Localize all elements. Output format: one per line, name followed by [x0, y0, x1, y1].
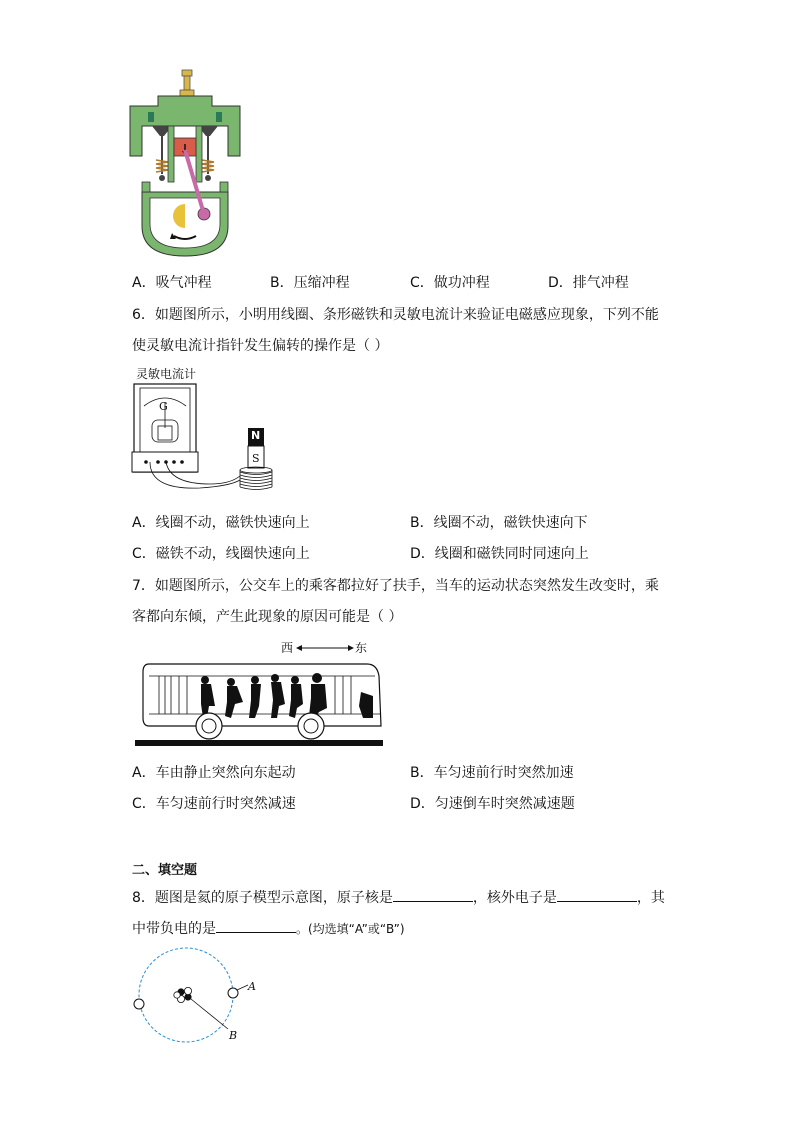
q7-option-d: D．匀速倒车时突然减速题 [410, 796, 575, 812]
direction-arrow-icon [296, 642, 354, 654]
q8-question-line-2 [132, 918, 405, 939]
q5-option-d: D．排气冲程 [548, 275, 629, 291]
direction-east-label: 东 [355, 641, 368, 655]
q7-option-c: C．车匀速前行时突然减速 [132, 796, 296, 812]
q8-question-line-1 [132, 887, 665, 908]
q6-option-d: D．线圈和磁铁同时同速向上 [410, 546, 589, 562]
q5-option-c: C．做功冲程 [410, 275, 490, 291]
q6-option-b: B．线圈不动，磁铁快速向下 [410, 515, 588, 531]
meter-letter-g: G [159, 400, 168, 413]
q8-blank-negative [216, 918, 296, 933]
q7-option-b: B．车匀速前行时突然加速 [410, 765, 574, 781]
magnet-south-label: S [252, 452, 260, 465]
q8-text-part-1: 8．题图是氦的原子模型示意图，原子核是 [132, 890, 393, 906]
q7-option-a: A．车由静止突然向东起动 [132, 765, 296, 781]
engine-stroke-figure [128, 66, 242, 262]
q8-blank-electron [557, 887, 637, 902]
q8-text-part-2: ，核外电子是 [472, 890, 557, 906]
galvanometer-label: 灵敏电流计 [136, 367, 197, 381]
q6-question-line-1: 6．如题图所示，小明用线圈、条形磁铁和灵敏电流计来验证电磁感应现象，下列不能 [132, 307, 659, 323]
q6-question-line-2: 使灵敏电流计指针发生偏转的操作是（ ） [132, 338, 389, 354]
q8-blank-nucleus [393, 887, 473, 902]
q5-option-a: A．吸气冲程 [132, 275, 212, 291]
q5-option-b: B．压缩冲程 [270, 275, 350, 291]
direction-west-label: 西 [281, 641, 294, 655]
q8-text-part-3: ，其 [636, 890, 665, 906]
helium-atom-model-figure [130, 945, 260, 1045]
label-b: B [229, 1029, 238, 1042]
label-a: A [248, 980, 256, 993]
q8-text-part-4: 中带负电的是 [132, 921, 216, 937]
bus-figure [135, 656, 385, 748]
section-title-fill-in: 二、填空题 [132, 863, 198, 878]
magnet-north-label: N [251, 429, 261, 442]
q6-option-a: A．线圈不动，磁铁快速向上 [132, 515, 310, 531]
q7-question-line-2: 客都向东倾，产生此现象的原因可能是（ ） [132, 609, 403, 625]
q8-text-part-5: 。(均选填“A”或“B”) [296, 922, 405, 936]
q7-question-line-1: 7．如题图所示，公交车上的乘客都拉好了扶手，当车的运动状态突然发生改变时，乘 [132, 578, 659, 594]
q6-option-c: C．磁铁不动，线圈快速向上 [132, 546, 310, 562]
